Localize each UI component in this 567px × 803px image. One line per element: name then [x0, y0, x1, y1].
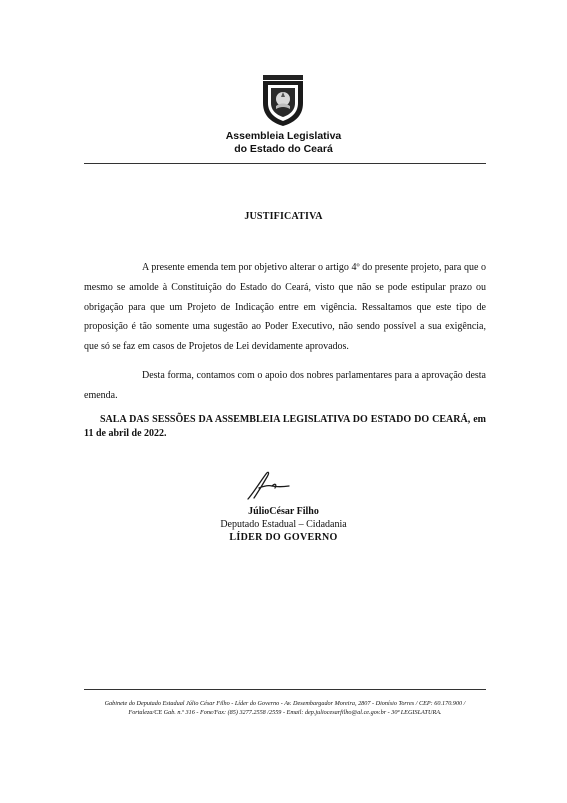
state-coat-of-arms-icon — [259, 73, 307, 127]
justification-paragraph-1: A presente emenda tem por objetivo alterar o artigo 4º do presente projeto, para que o mesmo se amolde à Constituição do Estado do Ceará, visto que não se pode estipular prazo ou obrigação para que um Projeto de Indicação entre em vigência. Ressaltamos que este tipo de proposição é tão somente uma sugestão ao Poder Executivo, não sendo possível a sua exigência, que só se faz em casos de Projetos de Lei devidamente aprovados. — [84, 262, 486, 353]
justification-paragraph-2: Desta forma, contamos com o apoio dos nobres parlamentares para a aprovação desta emenda. — [84, 370, 486, 401]
organization-name-line2: do Estado do Ceará — [234, 143, 333, 155]
handwritten-signature — [242, 468, 302, 502]
footer-line-1: Gabinete do Deputado Estadual Júlio César Filho - Líder do Governo - Av. Desembargador Moreira, 2807 - Dionísio Torres / CEP: 60.170.900 / — [104, 700, 466, 707]
organization-name-line1: Assembleia Legislativa — [225, 130, 342, 142]
signatory-role: Deputado Estadual – Cidadania — [220, 519, 347, 530]
signatory-name: JúlioCésar Filho — [248, 506, 319, 517]
footer-line-2: Fortaleza/CE Gab. n.º 316 - Fone/Fax: (85) 3277.2558 /2559 - Email: dep.juliocesarfilho@al.ce.gov.br - 30ª LEGISLATURA. — [128, 709, 442, 716]
signatory-title: LÍDER DO GOVERNO — [229, 532, 338, 543]
session-closing-statement: SALA DAS SESSÕES DA ASSEMBLEIA LEGISLATIVA DO ESTADO DO CEARÁ, em 11 de abril de 2022. — [84, 414, 486, 439]
header-divider — [84, 163, 486, 164]
footer-contact-info — [84, 699, 486, 717]
footer-divider — [84, 689, 486, 690]
document-title: JUSTIFICATIVA — [244, 211, 323, 222]
